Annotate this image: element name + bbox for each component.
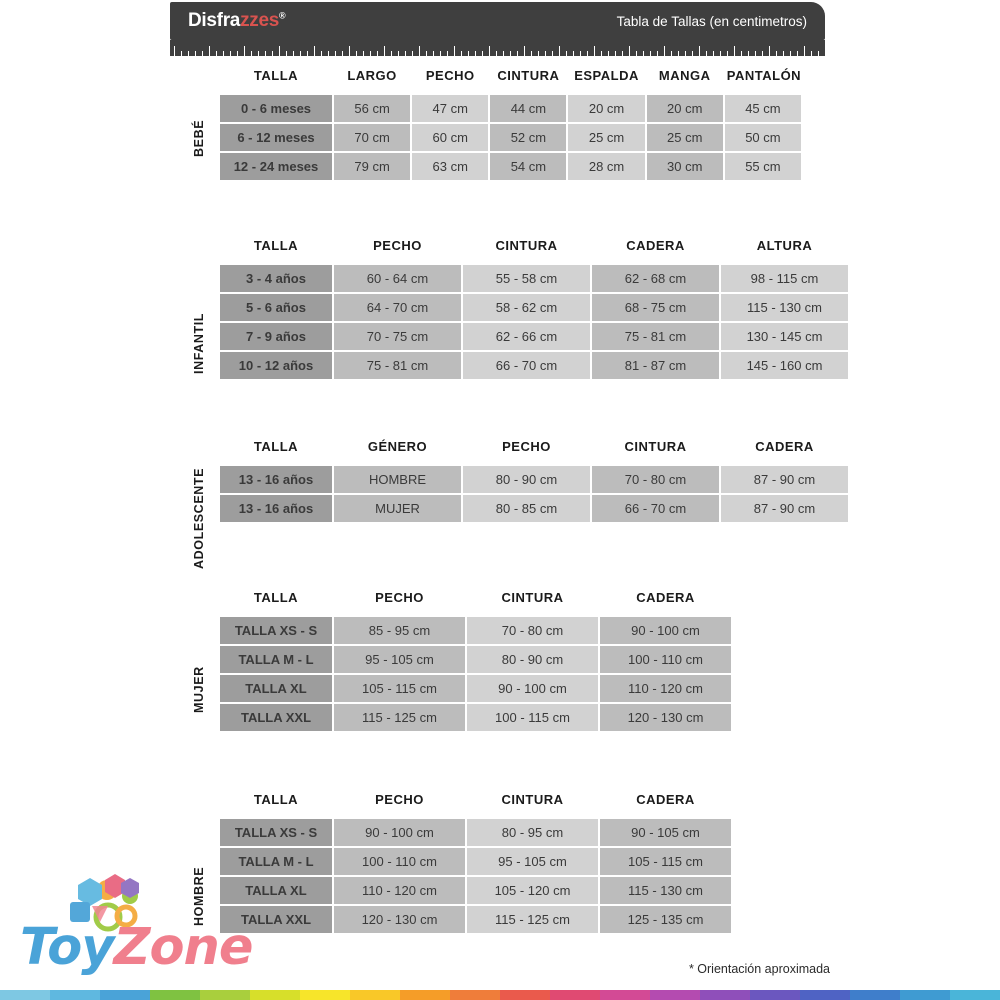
rainbow-segment bbox=[800, 990, 850, 1000]
size-cell: 3 - 4 años bbox=[220, 265, 332, 292]
measure-cell: 63 cm bbox=[412, 153, 488, 180]
measure-cell: 95 - 105 cm bbox=[334, 646, 465, 673]
column-header: CINTURA bbox=[624, 439, 687, 454]
rainbow-footer-bar bbox=[0, 990, 1000, 1000]
rainbow-segment bbox=[950, 990, 1000, 1000]
ruler-tick bbox=[713, 51, 714, 56]
ruler-tick bbox=[573, 51, 574, 56]
rainbow-segment bbox=[500, 990, 550, 1000]
measure-cell: 70 - 75 cm bbox=[334, 323, 461, 350]
measure-cell: 80 - 95 cm bbox=[467, 819, 598, 846]
ruler-tick bbox=[629, 46, 630, 56]
column-header: GÉNERO bbox=[367, 439, 428, 454]
measure-cell: 80 - 90 cm bbox=[467, 646, 598, 673]
logo-text-toy: Toy bbox=[20, 918, 114, 977]
ruler-tick bbox=[188, 51, 189, 56]
measure-cell: 62 - 66 cm bbox=[463, 323, 590, 350]
column-header: PECHO bbox=[375, 792, 424, 807]
measure-cell: 100 - 110 cm bbox=[334, 848, 465, 875]
ruler-tick bbox=[398, 51, 399, 56]
table-row bbox=[220, 466, 848, 493]
ruler-tick bbox=[496, 51, 497, 56]
measure-cell: 100 - 115 cm bbox=[467, 704, 598, 731]
column-header: TALLA bbox=[253, 238, 299, 253]
ruler-tick bbox=[335, 51, 336, 56]
table-row bbox=[220, 124, 801, 151]
rainbow-segment bbox=[50, 990, 100, 1000]
column-header: ALTURA bbox=[756, 238, 813, 253]
ruler-tick bbox=[685, 51, 686, 56]
ruler-tick bbox=[412, 51, 413, 56]
rainbow-segment bbox=[400, 990, 450, 1000]
table-block-mujer bbox=[170, 582, 733, 733]
table-block-infantil bbox=[170, 230, 850, 381]
measure-cell: 60 - 64 cm bbox=[334, 265, 461, 292]
ruler-tick bbox=[755, 51, 756, 56]
ruler-tick bbox=[328, 51, 329, 56]
column-header: CADERA bbox=[626, 238, 685, 253]
measure-cell: 90 - 100 cm bbox=[334, 819, 465, 846]
size-table-adolescente bbox=[218, 431, 850, 524]
table-row bbox=[220, 675, 731, 702]
size-cell: TALLA XXL bbox=[220, 704, 332, 731]
measure-cell: 70 - 80 cm bbox=[467, 617, 598, 644]
measure-cell: 56 cm bbox=[334, 95, 410, 122]
ruler-tick bbox=[615, 51, 616, 56]
column-header: MANGA bbox=[658, 68, 711, 83]
table-row bbox=[220, 646, 731, 673]
measure-cell: 120 - 130 cm bbox=[600, 704, 731, 731]
brand-registered-mark: ® bbox=[279, 10, 286, 21]
group-label-adolescente: ADOLESCENTE bbox=[192, 467, 206, 569]
measure-cell: 145 - 160 cm bbox=[721, 352, 848, 379]
table-row bbox=[220, 294, 848, 321]
table-row bbox=[220, 95, 801, 122]
measure-cell: 47 cm bbox=[412, 95, 488, 122]
table-row bbox=[220, 495, 848, 522]
measure-cell: 81 - 87 cm bbox=[592, 352, 719, 379]
ruler-tick bbox=[391, 51, 392, 56]
size-cell: TALLA M - L bbox=[220, 848, 332, 875]
rainbow-segment bbox=[0, 990, 50, 1000]
rainbow-segment bbox=[300, 990, 350, 1000]
ruler-tick bbox=[762, 51, 763, 56]
table-row bbox=[220, 819, 731, 846]
ruler-tick bbox=[181, 51, 182, 56]
measure-cell: 70 cm bbox=[334, 124, 410, 151]
rainbow-segment bbox=[550, 990, 600, 1000]
measure-cell: 100 - 110 cm bbox=[600, 646, 731, 673]
ruler-tick bbox=[419, 46, 420, 56]
table-row bbox=[220, 848, 731, 875]
measure-cell: 62 - 68 cm bbox=[592, 265, 719, 292]
table-header-row bbox=[220, 433, 848, 464]
ruler-tick bbox=[454, 46, 455, 56]
ruler-tick bbox=[734, 46, 735, 56]
measure-cell: 115 - 125 cm bbox=[467, 906, 598, 933]
table-block-bebe bbox=[170, 60, 803, 182]
ruler-tick bbox=[363, 51, 364, 56]
size-table-infantil bbox=[218, 230, 850, 381]
ruler-tick bbox=[545, 51, 546, 56]
ruler-tick bbox=[643, 51, 644, 56]
table-row bbox=[220, 265, 848, 292]
measure-cell: 70 - 80 cm bbox=[592, 466, 719, 493]
ruler-tick bbox=[286, 51, 287, 56]
ruler-tick bbox=[818, 51, 819, 56]
table-row bbox=[220, 617, 731, 644]
measure-cell: 80 - 90 cm bbox=[463, 466, 590, 493]
rainbow-segment bbox=[200, 990, 250, 1000]
size-table-mujer bbox=[218, 582, 733, 733]
measure-cell: 25 cm bbox=[647, 124, 723, 151]
measure-cell: 125 - 135 cm bbox=[600, 906, 731, 933]
ruler-tick bbox=[440, 51, 441, 56]
ruler-tick bbox=[272, 51, 273, 56]
ruler-tick bbox=[370, 51, 371, 56]
measure-cell: 115 - 130 cm bbox=[721, 294, 848, 321]
ruler-tick bbox=[426, 51, 427, 56]
ruler-tick bbox=[706, 51, 707, 56]
measure-cell: 55 - 58 cm bbox=[463, 265, 590, 292]
rainbow-segment bbox=[900, 990, 950, 1000]
ruler-tick bbox=[559, 46, 560, 56]
measure-cell: 105 - 115 cm bbox=[600, 848, 731, 875]
rainbow-segment bbox=[650, 990, 700, 1000]
measure-cell: 60 cm bbox=[412, 124, 488, 151]
measure-cell: 20 cm bbox=[568, 95, 644, 122]
brand-logo bbox=[188, 10, 285, 32]
ruler-tick bbox=[552, 51, 553, 56]
ruler-tick bbox=[356, 51, 357, 56]
ruler-tick bbox=[307, 51, 308, 56]
rainbow-segment bbox=[350, 990, 400, 1000]
rainbow-segment bbox=[850, 990, 900, 1000]
group-label-bebe: BEBÉ bbox=[192, 119, 206, 157]
ruler-tick bbox=[258, 51, 259, 56]
column-header: TALLA bbox=[253, 68, 299, 83]
ruler-tick bbox=[517, 51, 518, 56]
ruler-tick bbox=[608, 51, 609, 56]
ruler-tick bbox=[727, 51, 728, 56]
measure-cell: 95 - 105 cm bbox=[467, 848, 598, 875]
measure-cell: HOMBRE bbox=[334, 466, 461, 493]
ruler-tick bbox=[244, 46, 245, 56]
size-cell: TALLA XS - S bbox=[220, 617, 332, 644]
ruler-tick bbox=[538, 51, 539, 56]
ruler-tick bbox=[797, 51, 798, 56]
ruler-tick bbox=[405, 51, 406, 56]
size-cell: TALLA XXL bbox=[220, 906, 332, 933]
toyzone-logo bbox=[12, 872, 282, 977]
ruler-tick bbox=[489, 46, 490, 56]
rainbow-segment bbox=[150, 990, 200, 1000]
ruler-tick bbox=[601, 51, 602, 56]
measure-cell: 54 cm bbox=[490, 153, 566, 180]
page-title: Tabla de Tallas (en centimetros) bbox=[616, 13, 807, 29]
measure-cell: 45 cm bbox=[725, 95, 801, 122]
ruler-tick bbox=[699, 46, 700, 56]
footnote: * Orientación aproximada bbox=[688, 962, 830, 976]
measure-cell: 64 - 70 cm bbox=[334, 294, 461, 321]
ruler-tick bbox=[202, 51, 203, 56]
rainbow-segment bbox=[600, 990, 650, 1000]
size-cell: 7 - 9 años bbox=[220, 323, 332, 350]
rainbow-segment bbox=[700, 990, 750, 1000]
ruler-tick bbox=[790, 51, 791, 56]
measure-cell: 58 - 62 cm bbox=[463, 294, 590, 321]
ruler-tick bbox=[503, 51, 504, 56]
table-header-row bbox=[220, 232, 848, 263]
ruler-tick bbox=[510, 51, 511, 56]
measure-cell: 66 - 70 cm bbox=[463, 352, 590, 379]
measure-cell: 50 cm bbox=[725, 124, 801, 151]
ruler-tick bbox=[524, 46, 525, 56]
measure-cell: 75 - 81 cm bbox=[334, 352, 461, 379]
ruler-tick bbox=[636, 51, 637, 56]
ruler-tick bbox=[174, 46, 175, 56]
measure-cell: 68 - 75 cm bbox=[592, 294, 719, 321]
ruler-tick bbox=[566, 51, 567, 56]
measure-cell: 98 - 115 cm bbox=[721, 265, 848, 292]
column-header: CADERA bbox=[636, 590, 695, 605]
rainbow-segment bbox=[450, 990, 500, 1000]
ruler-tick bbox=[447, 51, 448, 56]
ruler-tick bbox=[321, 51, 322, 56]
size-cell: TALLA M - L bbox=[220, 646, 332, 673]
size-cell: TALLA XS - S bbox=[220, 819, 332, 846]
ruler-tick bbox=[811, 51, 812, 56]
ruler-tick bbox=[433, 51, 434, 56]
size-cell: 13 - 16 años bbox=[220, 466, 332, 493]
size-table-hombre bbox=[218, 784, 733, 935]
ruler-tick bbox=[279, 46, 280, 56]
size-cell: 12 - 24 meses bbox=[220, 153, 332, 180]
measure-cell: 90 - 100 cm bbox=[600, 617, 731, 644]
measure-cell: 130 - 145 cm bbox=[721, 323, 848, 350]
rainbow-segment bbox=[100, 990, 150, 1000]
ruler-tick bbox=[741, 51, 742, 56]
ruler-tick bbox=[650, 51, 651, 56]
group-label-infantil: INFANTIL bbox=[192, 312, 206, 374]
toyzone-logo-text bbox=[20, 918, 252, 977]
measure-cell: 80 - 85 cm bbox=[463, 495, 590, 522]
ruler-decoration bbox=[170, 40, 825, 56]
measure-cell: 110 - 120 cm bbox=[334, 877, 465, 904]
ruler-tick bbox=[223, 51, 224, 56]
column-header: PECHO bbox=[425, 68, 475, 83]
measure-cell: 105 - 115 cm bbox=[334, 675, 465, 702]
size-cell: 0 - 6 meses bbox=[220, 95, 332, 122]
ruler-tick bbox=[377, 51, 378, 56]
column-header: PECHO bbox=[375, 590, 424, 605]
ruler-tick bbox=[300, 51, 301, 56]
brand-text-part1: Disfra bbox=[188, 10, 241, 31]
size-cell: TALLA XL bbox=[220, 877, 332, 904]
column-header: PANTALÓN bbox=[726, 68, 802, 83]
size-cell: 10 - 12 años bbox=[220, 352, 332, 379]
column-header: CINTURA bbox=[497, 68, 560, 83]
ruler-tick bbox=[314, 46, 315, 56]
column-header: LARGO bbox=[347, 68, 397, 83]
table-row bbox=[220, 704, 731, 731]
measure-cell: 28 cm bbox=[568, 153, 644, 180]
measure-cell: 90 - 105 cm bbox=[600, 819, 731, 846]
ruler-tick bbox=[692, 51, 693, 56]
rainbow-segment bbox=[250, 990, 300, 1000]
measure-cell: 120 - 130 cm bbox=[334, 906, 465, 933]
brand-text-part2: zzes bbox=[240, 10, 279, 31]
table-header-row bbox=[220, 584, 731, 615]
ruler-tick bbox=[216, 51, 217, 56]
ruler-tick bbox=[671, 51, 672, 56]
rainbow-segment bbox=[750, 990, 800, 1000]
table-row bbox=[220, 352, 848, 379]
ruler-tick bbox=[461, 51, 462, 56]
ruler-tick bbox=[384, 46, 385, 56]
measure-cell: 44 cm bbox=[490, 95, 566, 122]
group-label-hombre: HOMBRE bbox=[192, 866, 206, 926]
measure-cell: 115 - 130 cm bbox=[600, 877, 731, 904]
ruler-tick bbox=[720, 51, 721, 56]
size-cell: 13 - 16 años bbox=[220, 495, 332, 522]
ruler-tick bbox=[678, 51, 679, 56]
column-header: CADERA bbox=[636, 792, 695, 807]
ruler-tick bbox=[342, 51, 343, 56]
ruler-tick bbox=[251, 51, 252, 56]
column-header: TALLA bbox=[253, 590, 299, 605]
measure-cell: 55 cm bbox=[725, 153, 801, 180]
table-header-row bbox=[220, 62, 801, 93]
measure-cell: 85 - 95 cm bbox=[334, 617, 465, 644]
measure-cell: 115 - 125 cm bbox=[334, 704, 465, 731]
ruler-tick bbox=[468, 51, 469, 56]
table-header-row bbox=[220, 786, 731, 817]
ruler-tick bbox=[265, 51, 266, 56]
size-table-bebe bbox=[218, 60, 803, 182]
measure-cell: 75 - 81 cm bbox=[592, 323, 719, 350]
ruler-tick bbox=[195, 51, 196, 56]
measure-cell: 87 - 90 cm bbox=[721, 495, 848, 522]
ruler-tick bbox=[622, 51, 623, 56]
column-header: CADERA bbox=[755, 439, 814, 454]
measure-cell: 25 cm bbox=[568, 124, 644, 151]
size-cell: 5 - 6 años bbox=[220, 294, 332, 321]
ruler-tick bbox=[482, 51, 483, 56]
ruler-tick bbox=[769, 46, 770, 56]
measure-cell: 66 - 70 cm bbox=[592, 495, 719, 522]
column-header: CINTURA bbox=[495, 238, 558, 253]
ruler-tick bbox=[804, 46, 805, 56]
ruler-tick bbox=[664, 46, 665, 56]
table-row bbox=[220, 906, 731, 933]
column-header: PECHO bbox=[502, 439, 551, 454]
column-header: CINTURA bbox=[501, 792, 564, 807]
column-header: PECHO bbox=[373, 238, 422, 253]
size-cell: TALLA XL bbox=[220, 675, 332, 702]
ruler-tick bbox=[776, 51, 777, 56]
ruler-tick bbox=[594, 46, 595, 56]
measure-cell: 90 - 100 cm bbox=[467, 675, 598, 702]
ruler-tick bbox=[748, 51, 749, 56]
column-header: TALLA bbox=[253, 792, 299, 807]
ruler-tick bbox=[209, 46, 210, 56]
ruler-tick bbox=[293, 51, 294, 56]
measure-cell: MUJER bbox=[334, 495, 461, 522]
ruler-tick bbox=[237, 51, 238, 56]
column-header: ESPALDA bbox=[574, 68, 639, 83]
ruler-tick bbox=[349, 46, 350, 56]
ruler-tick bbox=[783, 51, 784, 56]
measure-cell: 79 cm bbox=[334, 153, 410, 180]
table-row bbox=[220, 323, 848, 350]
ruler-tick bbox=[657, 51, 658, 56]
measure-cell: 30 cm bbox=[647, 153, 723, 180]
column-header: CINTURA bbox=[501, 590, 564, 605]
measure-cell: 52 cm bbox=[490, 124, 566, 151]
table-row bbox=[220, 877, 731, 904]
table-row bbox=[220, 153, 801, 180]
column-header: TALLA bbox=[253, 439, 299, 454]
measure-cell: 105 - 120 cm bbox=[467, 877, 598, 904]
ruler-tick bbox=[580, 51, 581, 56]
ruler-tick bbox=[475, 51, 476, 56]
logo-text-zone: Zone bbox=[113, 918, 253, 977]
ruler-tick bbox=[531, 51, 532, 56]
measure-cell: 110 - 120 cm bbox=[600, 675, 731, 702]
measure-cell: 20 cm bbox=[647, 95, 723, 122]
header-banner bbox=[170, 2, 825, 40]
table-block-adolescente bbox=[170, 431, 850, 569]
ruler-tick bbox=[230, 51, 231, 56]
size-cell: 6 - 12 meses bbox=[220, 124, 332, 151]
measure-cell: 87 - 90 cm bbox=[721, 466, 848, 493]
ruler-tick bbox=[587, 51, 588, 56]
group-label-mujer: MUJER bbox=[192, 666, 206, 714]
